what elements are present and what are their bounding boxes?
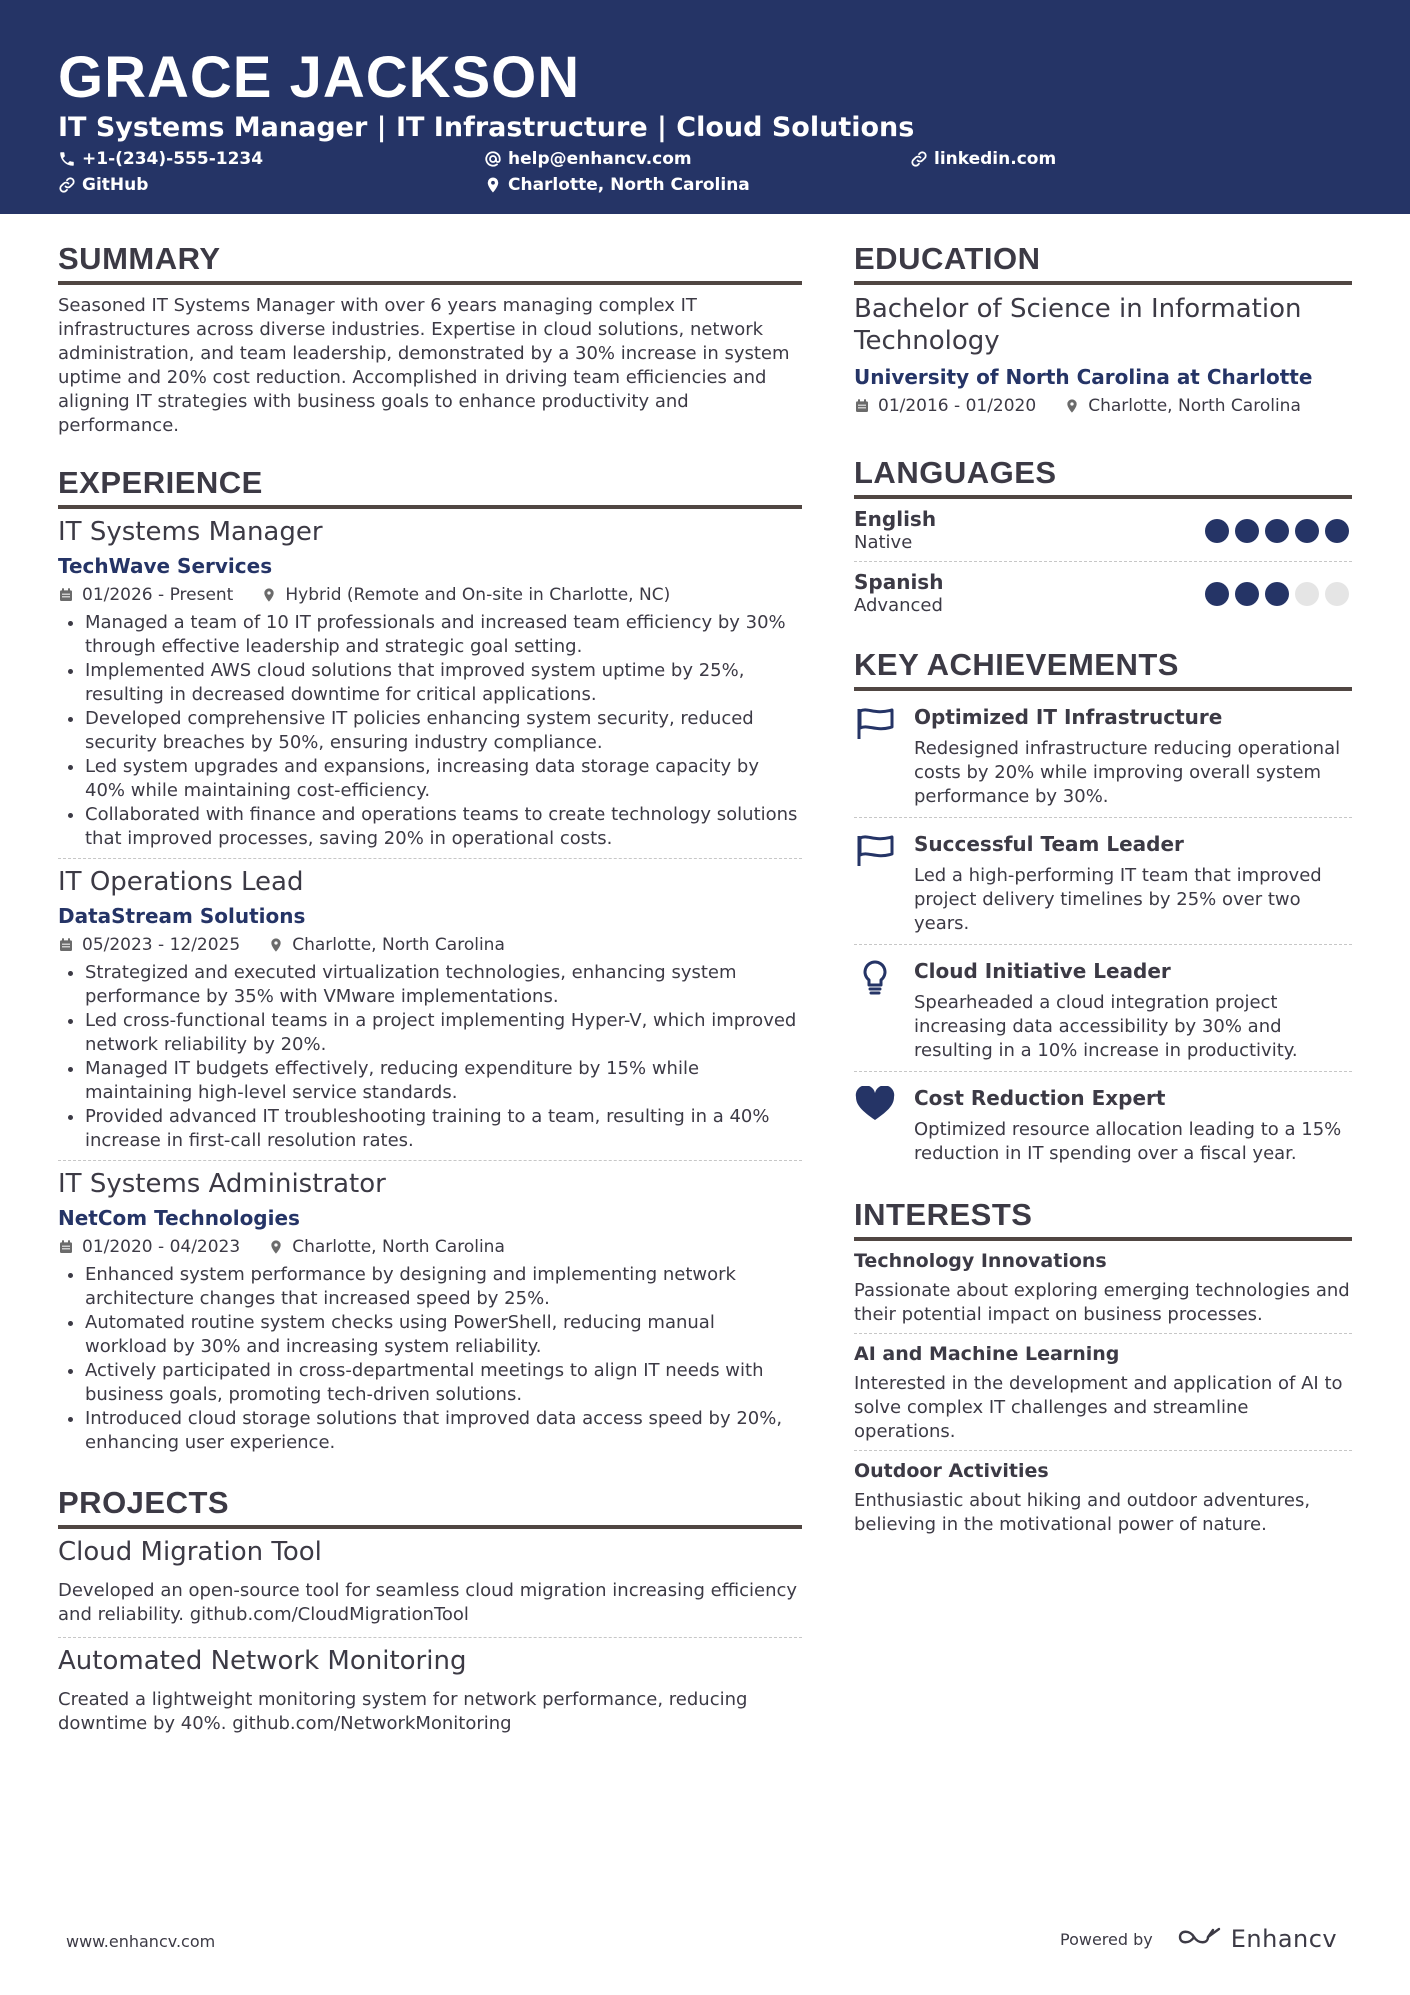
github-text: GitHub — [82, 175, 149, 195]
company-name: TechWave Services — [58, 554, 273, 578]
calendar-icon — [58, 587, 74, 603]
job-entry — [58, 1167, 802, 1462]
job-bullet: • Enhanced system performance by designing and implementing network architecture changes that increased speed by 25%. — [85, 1263, 802, 1311]
location-pin-icon — [268, 1239, 284, 1255]
job-location: Charlotte, North Carolina — [292, 935, 505, 955]
summary-section — [58, 240, 802, 438]
job-meta — [58, 1235, 802, 1259]
languages-heading: LANGUAGES — [854, 454, 1352, 499]
job-entry — [58, 865, 802, 1161]
footer-website[interactable]: www.enhancv.com — [66, 1932, 216, 1951]
achievement-title: Cloud Initiative Leader — [914, 959, 1171, 983]
rating-dot-filled — [1265, 582, 1289, 606]
project-title: Cloud Migration Tool — [58, 1537, 322, 1567]
link-icon — [910, 150, 928, 168]
rating-dot-filled — [1295, 519, 1319, 543]
achievement-text: Optimized resource allocation leading to a 15% reduction in IT spending over a fiscal year. — [914, 1119, 1342, 1164]
job-bullet: • Provided advanced IT troubleshooting training to a team, resulting in a 40% increase in first-call resolution rates. — [85, 1105, 802, 1153]
language-row — [854, 499, 1352, 562]
job-dates: 01/2026 - Present — [82, 585, 234, 605]
achievement-body — [914, 703, 1352, 809]
job-bullet: • Managed IT budgets effectively, reducing expenditure by 15% while maintaining high-level service standards. — [85, 1057, 802, 1105]
job-bullet: • Managed a team of 10 IT professionals and increased team efficiency by 30% through effective leadership and strategic goal setting. — [85, 611, 802, 659]
achievement-entry — [854, 1072, 1352, 1174]
enhancv-logo-icon — [1177, 1925, 1223, 1953]
job-meta — [58, 933, 802, 957]
language-name: Spanish — [854, 570, 944, 594]
job-bullet: • Led system upgrades and expansions, increasing data storage capacity by 40% while maintaining cost-efficiency. — [85, 755, 802, 803]
job-meta — [58, 583, 802, 607]
education-location: Charlotte, North Carolina — [1088, 396, 1301, 416]
powered-by-text: Powered by — [1060, 1929, 1153, 1949]
calendar-icon — [854, 398, 870, 414]
interest-entry — [854, 1334, 1352, 1451]
interest-entry — [854, 1241, 1352, 1334]
email-text: help@enhancv.com — [508, 149, 692, 169]
projects-heading: PROJECTS — [58, 1484, 802, 1529]
interest-entry — [854, 1451, 1352, 1543]
job-bullet: • Implemented AWS cloud solutions that improved system uptime by 25%, resulting in decreased downtime for critical applications. — [85, 659, 802, 707]
job-title: IT Systems Administrator — [58, 1169, 386, 1199]
right-column — [854, 240, 1352, 1543]
language-info — [854, 507, 936, 555]
school-name: University of North Carolina at Charlotte — [854, 365, 1313, 389]
phone-text: +1-(234)-555-1234 — [82, 149, 264, 169]
interests-section — [854, 1196, 1352, 1543]
interest-title: Outdoor Activities — [854, 1460, 1049, 1482]
interest-text: Enthusiastic about hiking and outdoor adventures, believing in the motivational power of nature. — [854, 1490, 1311, 1535]
job-entry — [58, 515, 802, 859]
achievement-title: Optimized IT Infrastructure — [914, 705, 1223, 729]
calendar-icon — [58, 1239, 74, 1255]
degree-title: Bachelor of Science in Information Technology — [854, 294, 1302, 356]
location-pin-icon — [261, 587, 277, 603]
lightbulb-icon — [854, 957, 914, 1063]
rating-dot-filled — [1325, 519, 1349, 543]
language-name: English — [854, 507, 937, 531]
job-dates: 01/2020 - 04/2023 — [82, 1237, 241, 1257]
achievement-text: Spearheaded a cloud integration project increasing data accessibility by 30% and resulting in a 10% increase in productivity. — [914, 992, 1298, 1061]
rating-dot-empty — [1325, 582, 1349, 606]
linkedin-text: linkedin.com — [934, 149, 1057, 169]
interest-title: AI and Machine Learning — [854, 1343, 1120, 1365]
job-location-wrap — [268, 1235, 505, 1259]
rating-dot-filled — [1265, 519, 1289, 543]
contact-email[interactable] — [484, 148, 692, 170]
at-icon — [484, 150, 502, 168]
contact-linkedin[interactable] — [910, 148, 1056, 170]
language-rating — [1205, 519, 1349, 543]
education-dates: 01/2016 - 01/2020 — [878, 396, 1037, 416]
job-bullets — [58, 961, 802, 1153]
achievement-entry — [854, 818, 1352, 945]
language-info — [854, 570, 943, 618]
candidate-title: IT Systems Manager | IT Infrastructure | Cloud Solutions — [58, 112, 915, 143]
rating-dot-filled — [1235, 519, 1259, 543]
language-level: Advanced — [854, 595, 943, 616]
project-text: Developed an open-source tool for seamless cloud migration increasing efficiency and reliability. github.com/CloudMigrationTool — [58, 1580, 798, 1625]
achievement-title: Successful Team Leader — [914, 832, 1184, 856]
contact-location — [484, 174, 750, 196]
job-bullet: • Actively participated in cross-departmental meetings to align IT needs with business goals, promoting tech-driven solutions. — [85, 1359, 802, 1407]
education-location-wrap — [1064, 394, 1301, 418]
rating-dot-filled — [1205, 519, 1229, 543]
job-location-wrap — [261, 583, 670, 607]
education-meta — [854, 394, 1352, 418]
project-entry — [58, 1644, 802, 1746]
experience-section — [58, 464, 802, 1462]
job-bullet: • Collaborated with finance and operations teams to create technology solutions that improved processes, saving 20% in operational costs. — [85, 803, 802, 851]
project-entry — [58, 1535, 802, 1638]
languages-section — [854, 454, 1352, 624]
achievement-entry — [854, 945, 1352, 1072]
candidate-name: GRACE JACKSON — [58, 45, 581, 110]
job-title: IT Systems Manager — [58, 517, 323, 547]
contact-github[interactable] — [58, 174, 148, 196]
job-bullets — [58, 1263, 802, 1455]
achievement-text: Redesigned infrastructure reducing operational costs by 20% while improving overall system performance by 30%. — [914, 738, 1341, 807]
summary-heading: SUMMARY — [58, 240, 802, 285]
flag-icon — [854, 830, 914, 936]
job-bullets — [58, 611, 802, 851]
experience-heading: EXPERIENCE — [58, 464, 802, 509]
achievement-body — [914, 957, 1352, 1063]
left-column — [58, 240, 802, 1746]
achievements-section — [854, 646, 1352, 1174]
summary-text: Seasoned IT Systems Manager with over 6 years managing complex IT infrastructures across diverse industries. Expertise in cloud solutions, network administration, and team leadership, demonstrated by a 30% increase in system uptime and 20% cost reduction. Accomplished in driving team efficiencies and aligning IT strategies with business goals to enhance productivity and performance. — [58, 295, 790, 436]
flag-icon — [854, 703, 914, 809]
education-section — [854, 240, 1352, 418]
phone-icon — [58, 150, 76, 168]
job-dates: 05/2023 - 12/2025 — [82, 935, 241, 955]
language-level: Native — [854, 532, 913, 553]
education-heading: EDUCATION — [854, 240, 1352, 285]
link-icon — [58, 176, 76, 194]
language-rating — [1205, 582, 1349, 606]
location-pin-icon — [484, 176, 502, 194]
rating-dot-empty — [1295, 582, 1319, 606]
rating-dot-filled — [1205, 582, 1229, 606]
projects-section — [58, 1484, 802, 1746]
job-location: Hybrid (Remote and On-site in Charlotte, NC) — [285, 585, 671, 605]
job-bullet: • Introduced cloud storage solutions that improved data access speed by 20%, enhancing user experience. — [85, 1407, 802, 1455]
job-bullet: • Strategized and executed virtualization technologies, enhancing system performance by 35% with VMware implementations. — [85, 961, 802, 1009]
job-bullet: • Developed comprehensive IT policies enhancing system security, reduced security breaches by 50%, ensuring industry compliance. — [85, 707, 802, 755]
achievement-body — [914, 830, 1352, 936]
footer-branding — [1060, 1925, 1337, 1953]
company-name: DataStream Solutions — [58, 904, 306, 928]
achievement-body — [914, 1084, 1352, 1166]
location-pin-icon — [268, 937, 284, 953]
job-location-wrap — [268, 933, 505, 957]
project-title: Automated Network Monitoring — [58, 1646, 467, 1676]
rating-dot-filled — [1235, 582, 1259, 606]
calendar-icon — [58, 937, 74, 953]
brand-name: Enhancv — [1230, 1925, 1338, 1953]
job-bullet: • Led cross-functional teams in a project implementing Hyper-V, which improved network reliability by 20%. — [85, 1009, 802, 1057]
interests-heading: INTERESTS — [854, 1196, 1352, 1241]
achievement-text: Led a high-performing IT team that improved project delivery timelines by 25% over two years. — [914, 865, 1322, 934]
interest-text: Passionate about exploring emerging technologies and their potential impact on business processes. — [854, 1280, 1350, 1325]
resume-header — [0, 0, 1410, 214]
location-pin-icon — [1064, 398, 1080, 414]
contact-phone[interactable] — [58, 148, 263, 170]
achievement-title: Cost Reduction Expert — [914, 1086, 1166, 1110]
achievements-heading: KEY ACHIEVEMENTS — [854, 646, 1352, 691]
project-text: Created a lightweight monitoring system for network performance, reducing downtime by 40%. github.com/NetworkMonitoring — [58, 1689, 748, 1734]
company-name: NetCom Technologies — [58, 1206, 300, 1230]
interest-text: Interested in the development and application of AI to solve complex IT challenges and streamline operations. — [854, 1373, 1343, 1442]
location-text: Charlotte, North Carolina — [508, 175, 750, 195]
heart-icon — [854, 1084, 914, 1166]
job-location: Charlotte, North Carolina — [292, 1237, 505, 1257]
job-bullet: • Automated routine system checks using PowerShell, reducing manual workload by 30% and increasing system reliability. — [85, 1311, 802, 1359]
job-title: IT Operations Lead — [58, 867, 304, 897]
interest-title: Technology Innovations — [854, 1250, 1107, 1272]
achievement-entry — [854, 691, 1352, 818]
language-row — [854, 562, 1352, 624]
